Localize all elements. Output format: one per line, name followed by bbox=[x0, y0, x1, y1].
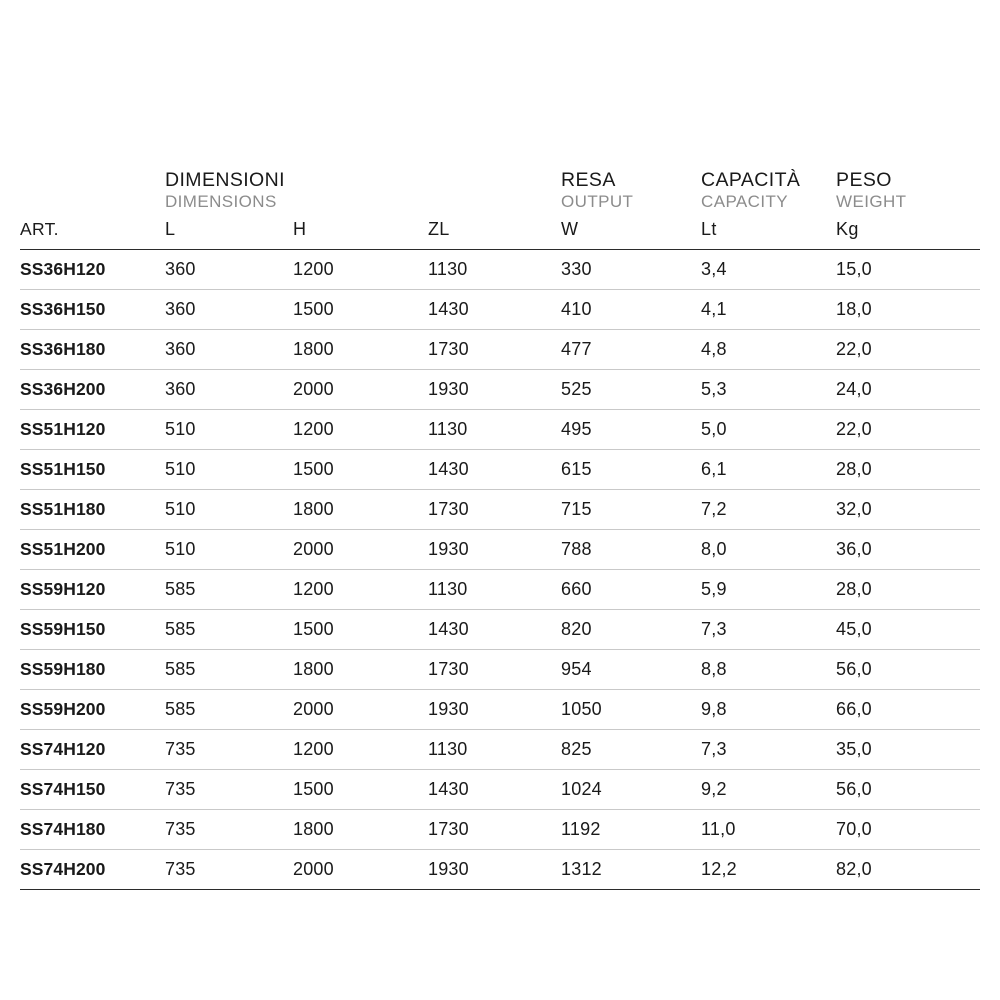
cell-h: 1500 bbox=[293, 769, 428, 809]
group-label-it-capacita: CAPACITÀ bbox=[701, 169, 801, 191]
cell-kg: 70,0 bbox=[836, 809, 980, 849]
column-header-row bbox=[20, 215, 980, 250]
cell-h: 1500 bbox=[293, 289, 428, 329]
table-row bbox=[20, 369, 980, 409]
column-header-l: L bbox=[165, 215, 293, 250]
cell-l: 360 bbox=[165, 329, 293, 369]
cell-zl: 1930 bbox=[428, 689, 561, 729]
column-header-w: W bbox=[561, 215, 701, 250]
cell-w: 410 bbox=[561, 289, 701, 329]
cell-kg: 22,0 bbox=[836, 329, 980, 369]
cell-art: SS36H180 bbox=[20, 329, 165, 369]
cell-w: 615 bbox=[561, 449, 701, 489]
group-label-it-resa: RESA bbox=[561, 169, 616, 191]
cell-zl: 1730 bbox=[428, 489, 561, 529]
group-header-weight bbox=[836, 170, 980, 215]
table-row bbox=[20, 729, 980, 769]
cell-l: 735 bbox=[165, 729, 293, 769]
group-label-en-weight: WEIGHT bbox=[836, 191, 907, 211]
cell-zl: 1130 bbox=[428, 409, 561, 449]
table-body bbox=[20, 249, 980, 889]
cell-art: SS36H150 bbox=[20, 289, 165, 329]
cell-w: 1192 bbox=[561, 809, 701, 849]
cell-w: 715 bbox=[561, 489, 701, 529]
cell-zl: 1930 bbox=[428, 529, 561, 569]
cell-kg: 45,0 bbox=[836, 609, 980, 649]
cell-w: 788 bbox=[561, 529, 701, 569]
cell-lt: 12,2 bbox=[701, 849, 836, 889]
column-header-h: H bbox=[293, 215, 428, 250]
table-row bbox=[20, 449, 980, 489]
cell-lt: 3,4 bbox=[701, 249, 836, 289]
cell-kg: 66,0 bbox=[836, 689, 980, 729]
group-header-empty bbox=[20, 170, 165, 215]
cell-lt: 8,8 bbox=[701, 649, 836, 689]
group-label-en-capacity: CAPACITY bbox=[701, 191, 788, 211]
cell-kg: 56,0 bbox=[836, 769, 980, 809]
cell-h: 1800 bbox=[293, 649, 428, 689]
cell-art: SS59H150 bbox=[20, 609, 165, 649]
table-row bbox=[20, 289, 980, 329]
cell-w: 1050 bbox=[561, 689, 701, 729]
table-row bbox=[20, 249, 980, 289]
group-header-row bbox=[20, 170, 980, 215]
cell-h: 2000 bbox=[293, 849, 428, 889]
cell-art: SS51H120 bbox=[20, 409, 165, 449]
cell-zl: 1730 bbox=[428, 809, 561, 849]
cell-zl: 1130 bbox=[428, 729, 561, 769]
cell-art: SS59H120 bbox=[20, 569, 165, 609]
cell-w: 1312 bbox=[561, 849, 701, 889]
cell-l: 585 bbox=[165, 649, 293, 689]
cell-art: SS74H200 bbox=[20, 849, 165, 889]
cell-art: SS51H180 bbox=[20, 489, 165, 529]
table-row bbox=[20, 569, 980, 609]
column-header-zl: ZL bbox=[428, 215, 561, 250]
cell-w: 330 bbox=[561, 249, 701, 289]
table-row bbox=[20, 409, 980, 449]
cell-zl: 1730 bbox=[428, 649, 561, 689]
table-row bbox=[20, 689, 980, 729]
cell-kg: 22,0 bbox=[836, 409, 980, 449]
cell-l: 735 bbox=[165, 849, 293, 889]
cell-art: SS36H120 bbox=[20, 249, 165, 289]
cell-kg: 24,0 bbox=[836, 369, 980, 409]
table-row bbox=[20, 489, 980, 529]
cell-h: 1200 bbox=[293, 249, 428, 289]
table-row bbox=[20, 769, 980, 809]
cell-l: 360 bbox=[165, 289, 293, 329]
cell-h: 1800 bbox=[293, 489, 428, 529]
cell-w: 825 bbox=[561, 729, 701, 769]
column-header-art: ART. bbox=[20, 215, 165, 250]
cell-l: 735 bbox=[165, 809, 293, 849]
cell-kg: 36,0 bbox=[836, 529, 980, 569]
cell-lt: 4,8 bbox=[701, 329, 836, 369]
cell-h: 1200 bbox=[293, 729, 428, 769]
table-row bbox=[20, 609, 980, 649]
table-row bbox=[20, 849, 980, 889]
cell-art: SS51H150 bbox=[20, 449, 165, 489]
cell-l: 510 bbox=[165, 489, 293, 529]
cell-h: 1500 bbox=[293, 449, 428, 489]
cell-lt: 7,2 bbox=[701, 489, 836, 529]
cell-lt: 8,0 bbox=[701, 529, 836, 569]
cell-h: 1200 bbox=[293, 569, 428, 609]
cell-lt: 5,0 bbox=[701, 409, 836, 449]
table-row bbox=[20, 809, 980, 849]
cell-art: SS59H180 bbox=[20, 649, 165, 689]
cell-lt: 7,3 bbox=[701, 609, 836, 649]
cell-h: 1200 bbox=[293, 409, 428, 449]
group-header-output bbox=[561, 170, 701, 215]
cell-zl: 1430 bbox=[428, 609, 561, 649]
cell-art: SS36H200 bbox=[20, 369, 165, 409]
cell-art: SS74H120 bbox=[20, 729, 165, 769]
cell-art: SS74H150 bbox=[20, 769, 165, 809]
specifications-table bbox=[20, 170, 980, 890]
cell-art: SS51H200 bbox=[20, 529, 165, 569]
table-row bbox=[20, 649, 980, 689]
cell-l: 585 bbox=[165, 609, 293, 649]
cell-zl: 1930 bbox=[428, 369, 561, 409]
column-header-lt: Lt bbox=[701, 215, 836, 250]
cell-h: 2000 bbox=[293, 369, 428, 409]
column-header-kg: Kg bbox=[836, 215, 980, 250]
cell-kg: 32,0 bbox=[836, 489, 980, 529]
cell-l: 510 bbox=[165, 449, 293, 489]
cell-lt: 11,0 bbox=[701, 809, 836, 849]
cell-h: 1500 bbox=[293, 609, 428, 649]
table-row bbox=[20, 529, 980, 569]
cell-l: 510 bbox=[165, 529, 293, 569]
cell-lt: 6,1 bbox=[701, 449, 836, 489]
cell-lt: 4,1 bbox=[701, 289, 836, 329]
cell-kg: 18,0 bbox=[836, 289, 980, 329]
cell-lt: 7,3 bbox=[701, 729, 836, 769]
group-label-en-output: OUTPUT bbox=[561, 191, 634, 211]
cell-zl: 1130 bbox=[428, 249, 561, 289]
cell-kg: 82,0 bbox=[836, 849, 980, 889]
group-label-it-dimensioni: DIMENSIONI bbox=[165, 169, 285, 191]
cell-lt: 9,8 bbox=[701, 689, 836, 729]
cell-l: 360 bbox=[165, 369, 293, 409]
cell-h: 1800 bbox=[293, 809, 428, 849]
cell-art: SS59H200 bbox=[20, 689, 165, 729]
cell-h: 2000 bbox=[293, 689, 428, 729]
cell-zl: 1430 bbox=[428, 289, 561, 329]
cell-w: 525 bbox=[561, 369, 701, 409]
cell-w: 820 bbox=[561, 609, 701, 649]
table-row bbox=[20, 329, 980, 369]
cell-l: 510 bbox=[165, 409, 293, 449]
cell-kg: 15,0 bbox=[836, 249, 980, 289]
cell-zl: 1430 bbox=[428, 449, 561, 489]
cell-art: SS74H180 bbox=[20, 809, 165, 849]
group-label-en-dimensions: DIMENSIONS bbox=[165, 191, 277, 211]
cell-h: 2000 bbox=[293, 529, 428, 569]
group-header-dimensions bbox=[165, 170, 561, 215]
cell-l: 360 bbox=[165, 249, 293, 289]
group-label-it-peso: PESO bbox=[836, 169, 892, 191]
cell-w: 1024 bbox=[561, 769, 701, 809]
cell-lt: 5,3 bbox=[701, 369, 836, 409]
cell-zl: 1730 bbox=[428, 329, 561, 369]
cell-kg: 28,0 bbox=[836, 569, 980, 609]
cell-zl: 1430 bbox=[428, 769, 561, 809]
cell-kg: 28,0 bbox=[836, 449, 980, 489]
cell-zl: 1130 bbox=[428, 569, 561, 609]
cell-l: 585 bbox=[165, 689, 293, 729]
cell-lt: 9,2 bbox=[701, 769, 836, 809]
group-header-capacity bbox=[701, 170, 836, 215]
cell-kg: 56,0 bbox=[836, 649, 980, 689]
cell-l: 735 bbox=[165, 769, 293, 809]
cell-w: 495 bbox=[561, 409, 701, 449]
cell-h: 1800 bbox=[293, 329, 428, 369]
cell-l: 585 bbox=[165, 569, 293, 609]
cell-lt: 5,9 bbox=[701, 569, 836, 609]
cell-kg: 35,0 bbox=[836, 729, 980, 769]
cell-w: 477 bbox=[561, 329, 701, 369]
cell-w: 660 bbox=[561, 569, 701, 609]
cell-zl: 1930 bbox=[428, 849, 561, 889]
cell-w: 954 bbox=[561, 649, 701, 689]
